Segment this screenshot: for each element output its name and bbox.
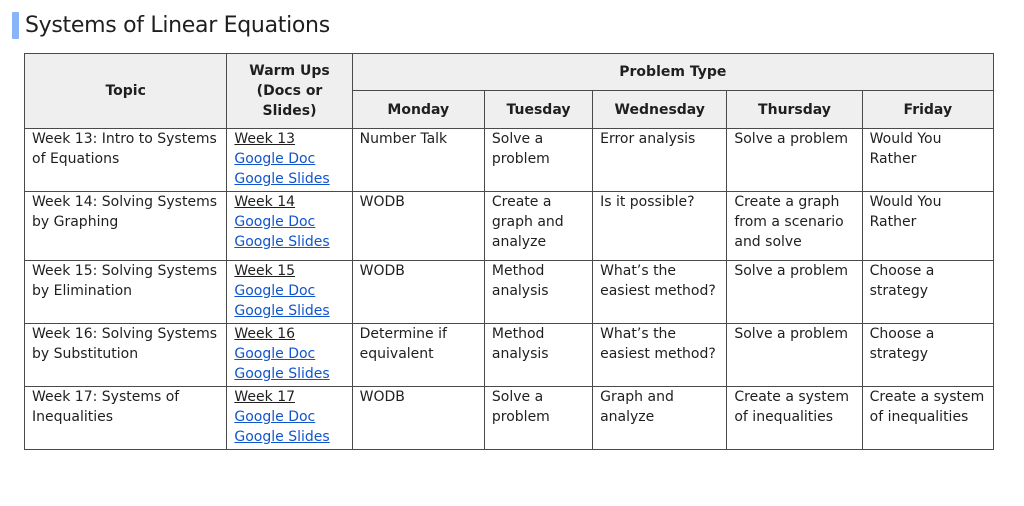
week-label[interactable]: Week 13 (234, 131, 296, 147)
topic-cell: Week 13: Intro to Systems of Equations (25, 129, 227, 192)
header-warm-ups: Warm Ups (Docs or Slides) (227, 54, 352, 129)
monday-cell: Number Talk (352, 129, 484, 192)
tuesday-cell: Solve a problem (484, 387, 592, 450)
header-topic: Topic (25, 54, 227, 129)
week-label[interactable]: Week 16 (234, 326, 296, 342)
week-label[interactable]: Week 15 (234, 263, 296, 279)
warm-ups-cell (227, 261, 352, 324)
google-slides-link[interactable]: Google Slides (234, 171, 330, 187)
google-doc-link[interactable]: Google Doc (234, 409, 316, 425)
friday-cell: Would You Rather (862, 192, 993, 261)
monday-cell: WODB (352, 261, 484, 324)
thursday-cell: Create a system of inequalities (727, 387, 862, 450)
wednesday-cell: Error analysis (593, 129, 727, 192)
wednesday-cell: What’s the easiest method? (593, 324, 727, 387)
header-thursday: Thursday (727, 91, 862, 129)
thursday-cell: Solve a problem (727, 324, 862, 387)
tuesday-cell: Method analysis (484, 324, 592, 387)
friday-cell: Would You Rather (862, 129, 993, 192)
google-doc-link[interactable]: Google Doc (234, 346, 316, 362)
google-doc-link[interactable]: Google Doc (234, 151, 316, 167)
monday-cell: WODB (352, 387, 484, 450)
google-slides-link[interactable]: Google Slides (234, 429, 330, 445)
heading-marker-icon (12, 12, 19, 39)
warm-ups-cell (227, 387, 352, 450)
thursday-cell: Create a graph from a scenario and solve (727, 192, 862, 261)
tuesday-cell: Method analysis (484, 261, 592, 324)
friday-cell: Choose a strategy (862, 261, 993, 324)
thursday-cell: Solve a problem (727, 261, 862, 324)
tuesday-cell: Solve a problem (484, 129, 592, 192)
warm-ups-cell (227, 192, 352, 261)
wednesday-cell: Is it possible? (593, 192, 727, 261)
table-row (25, 129, 994, 192)
tuesday-cell: Create a graph and analyze (484, 192, 592, 261)
table-row (25, 261, 994, 324)
header-tuesday: Tuesday (484, 91, 592, 129)
warm-ups-cell (227, 129, 352, 192)
monday-cell: Determine if equivalent (352, 324, 484, 387)
friday-cell: Create a system of inequalities (862, 387, 993, 450)
header-wednesday: Wednesday (593, 91, 727, 129)
wednesday-cell: Graph and analyze (593, 387, 727, 450)
thursday-cell: Solve a problem (727, 129, 862, 192)
friday-cell: Choose a strategy (862, 324, 993, 387)
header-row (25, 54, 994, 91)
page-title: Systems of Linear Equations (25, 12, 330, 38)
header-monday: Monday (352, 91, 484, 129)
monday-cell: WODB (352, 192, 484, 261)
header-problem-type: Problem Type (352, 54, 993, 91)
warm-ups-cell (227, 324, 352, 387)
google-doc-link[interactable]: Google Doc (234, 214, 316, 230)
topic-cell: Week 17: Systems of Inequalities (25, 387, 227, 450)
topic-cell: Week 15: Solving Systems by Elimination (25, 261, 227, 324)
header-friday: Friday (862, 91, 993, 129)
wednesday-cell: What’s the easiest method? (593, 261, 727, 324)
table-row (25, 324, 994, 387)
topic-cell: Week 14: Solving Systems by Graphing (25, 192, 227, 261)
week-label[interactable]: Week 14 (234, 194, 296, 210)
table-row (25, 387, 994, 450)
table-row (25, 192, 994, 261)
google-slides-link[interactable]: Google Slides (234, 366, 330, 382)
google-doc-link[interactable]: Google Doc (234, 283, 316, 299)
page-heading (12, 10, 330, 40)
google-slides-link[interactable]: Google Slides (234, 234, 330, 250)
lesson-plan-table (24, 53, 994, 450)
google-slides-link[interactable]: Google Slides (234, 303, 330, 319)
topic-cell: Week 16: Solving Systems by Substitution (25, 324, 227, 387)
week-label[interactable]: Week 17 (234, 389, 296, 405)
